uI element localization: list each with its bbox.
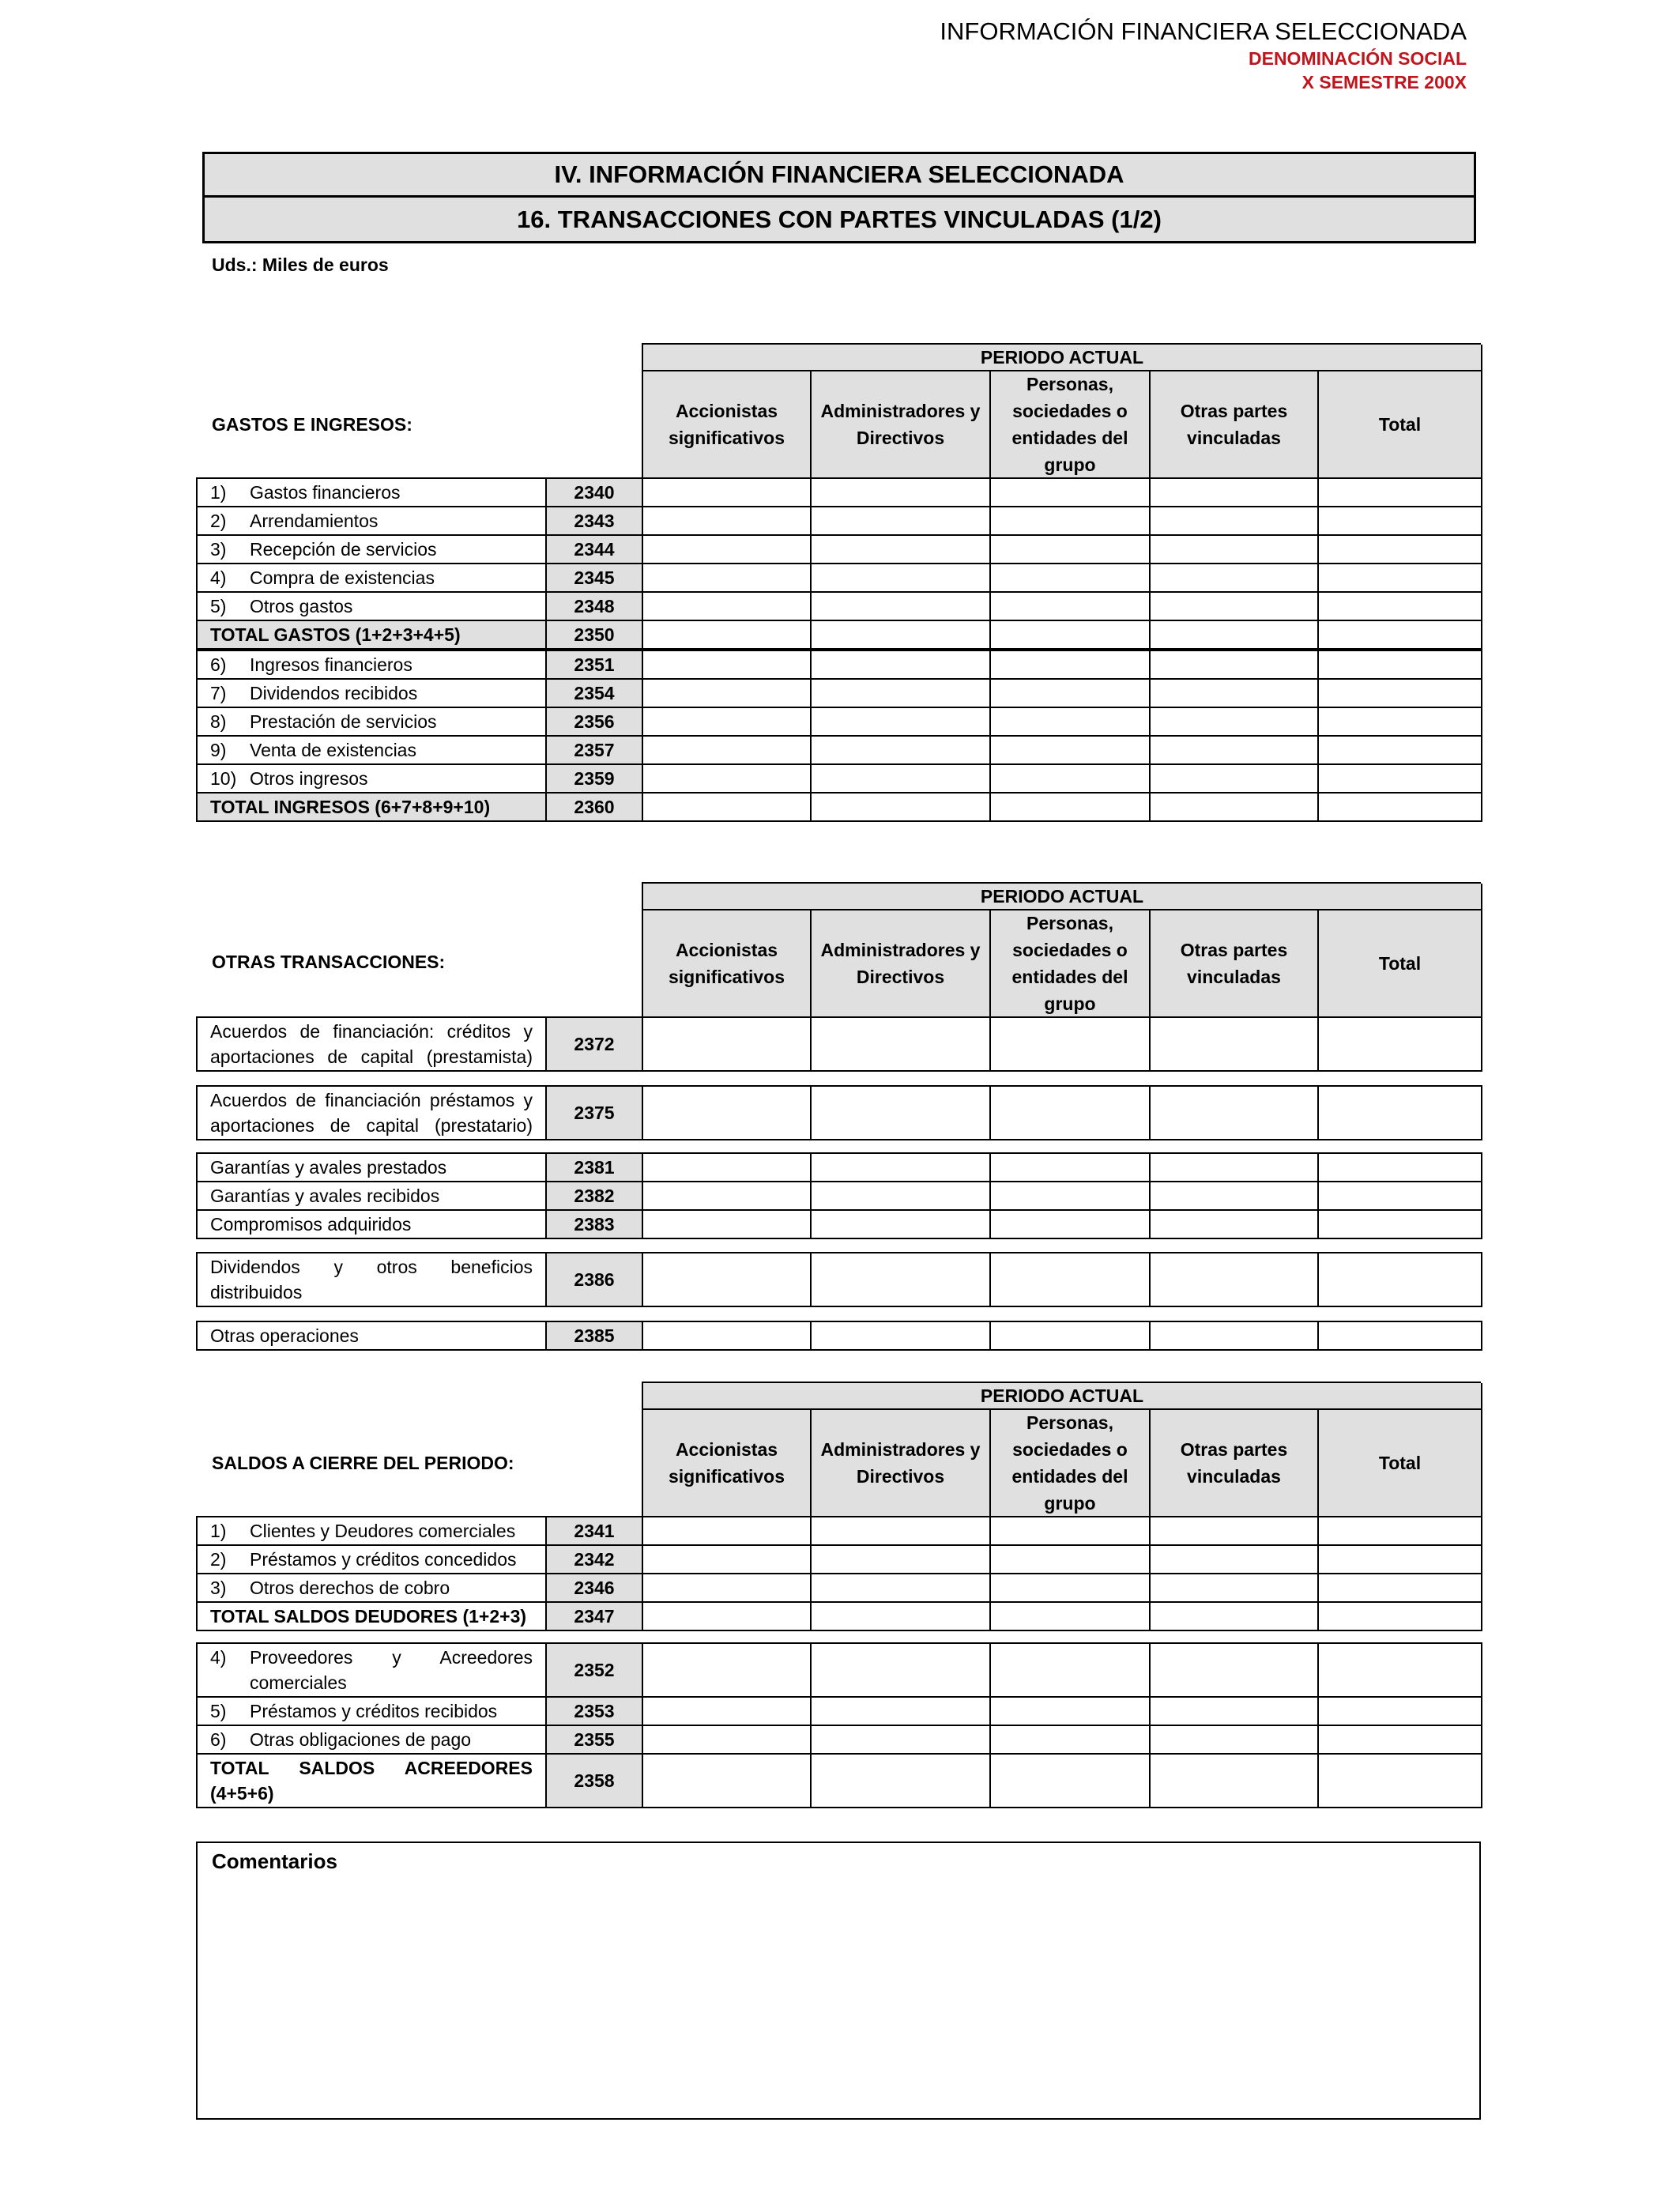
value-cell[interactable] <box>642 620 811 649</box>
value-cell[interactable] <box>642 1754 811 1808</box>
value-cell[interactable] <box>811 679 990 707</box>
value-cell[interactable] <box>990 1643 1150 1697</box>
value-cell[interactable] <box>642 1182 811 1210</box>
column-header-otras <box>642 882 1481 1018</box>
table-gastos <box>196 477 1482 650</box>
value-cell[interactable] <box>1150 592 1318 620</box>
value-cell[interactable] <box>642 707 811 736</box>
value-cell[interactable] <box>1318 1602 1482 1630</box>
value-cell[interactable] <box>811 535 990 564</box>
row-label: Compromisos adquiridos <box>197 1210 546 1238</box>
period-header: PERIODO ACTUAL <box>643 884 1482 910</box>
table-row <box>197 1725 1482 1754</box>
row-number: 3) <box>210 539 227 560</box>
row-label <box>197 650 546 679</box>
value-cell[interactable] <box>811 1725 990 1754</box>
table-ingresos <box>196 650 1482 822</box>
table-row <box>197 1210 1482 1238</box>
value-cell[interactable] <box>642 1697 811 1725</box>
table-saldos-deudores <box>196 1516 1482 1631</box>
value-cell[interactable] <box>642 592 811 620</box>
col-header-grupo: Personas, sociedades o entidades del grupo <box>991 1410 1151 1517</box>
comments-label: Comentarios <box>212 1849 337 1873</box>
row-number: 4) <box>210 1647 227 1668</box>
row-code: 2358 <box>546 1754 642 1808</box>
value-cell[interactable] <box>642 679 811 707</box>
row-label: Dividendos y otros beneficios distribuidos <box>197 1253 546 1306</box>
row-label-text: Otras obligaciones de pago <box>250 1729 472 1750</box>
value-cell[interactable] <box>642 1321 811 1350</box>
col-header-total: Total <box>1319 1410 1482 1517</box>
table-row <box>197 1574 1482 1602</box>
section-saldos: SALDOS A CIERRE DEL PERIODO: <box>212 1453 514 1473</box>
value-cell[interactable] <box>811 1697 990 1725</box>
table-row <box>197 1017 1482 1071</box>
table-row <box>197 1545 1482 1574</box>
row-label-text: Gastos financieros <box>250 482 401 503</box>
value-cell[interactable] <box>1318 1253 1482 1306</box>
value-cell[interactable] <box>1318 793 1482 821</box>
value-cell[interactable] <box>642 1253 811 1306</box>
value-cell[interactable] <box>1150 507 1318 535</box>
value-cell[interactable] <box>990 707 1150 736</box>
row-number: 3) <box>210 1578 227 1598</box>
table-otras-1 <box>196 1016 1482 1072</box>
row-label <box>197 592 546 620</box>
value-cell[interactable] <box>1318 1182 1482 1210</box>
row-label-text: Otros ingresos <box>250 768 368 789</box>
value-cell[interactable] <box>811 1602 990 1630</box>
row-code: 2385 <box>546 1321 642 1350</box>
value-cell[interactable] <box>1318 1643 1482 1697</box>
value-cell[interactable] <box>1318 620 1482 649</box>
value-cell[interactable] <box>1150 650 1318 679</box>
row-code: 2382 <box>546 1182 642 1210</box>
value-cell[interactable] <box>642 1017 811 1071</box>
row-number: 6) <box>210 1729 227 1750</box>
value-cell[interactable] <box>811 1253 990 1306</box>
row-code: 2359 <box>546 764 642 793</box>
value-cell[interactable] <box>990 1545 1150 1574</box>
row-number: 2) <box>210 511 227 531</box>
table-row <box>197 535 1482 564</box>
row-label-text: Otros derechos de cobro <box>250 1578 450 1598</box>
row-label-text: Clientes y Deudores comerciales <box>250 1521 516 1541</box>
section-title: IV. INFORMACIÓN FINANCIERA SELECCIONADA <box>202 152 1476 198</box>
value-cell[interactable] <box>1318 650 1482 679</box>
value-cell[interactable] <box>811 736 990 764</box>
value-cell[interactable] <box>1318 1574 1482 1602</box>
value-cell[interactable] <box>990 620 1150 649</box>
value-cell[interactable] <box>1318 1321 1482 1350</box>
row-label <box>197 1517 546 1545</box>
subsection-title: 16. TRANSACCIONES CON PARTES VINCULADAS (1/2) <box>202 198 1476 243</box>
col-header-grupo: Personas, sociedades o entidades del grupo <box>991 910 1151 1018</box>
value-cell[interactable] <box>811 1643 990 1697</box>
col-header-otras: Otras partes vinculadas <box>1151 910 1319 1018</box>
row-code: 2347 <box>546 1602 642 1630</box>
value-cell[interactable] <box>642 1545 811 1574</box>
value-cell[interactable] <box>1150 564 1318 592</box>
row-label <box>197 564 546 592</box>
row-code: 2360 <box>546 793 642 821</box>
value-cell[interactable] <box>811 707 990 736</box>
column-header-saldos <box>642 1382 1481 1517</box>
col-header-otras: Otras partes vinculadas <box>1151 1410 1319 1517</box>
row-label: TOTAL INGRESOS (6+7+8+9+10) <box>197 793 546 821</box>
row-label <box>197 764 546 793</box>
value-cell[interactable] <box>811 1517 990 1545</box>
row-label <box>197 1643 546 1697</box>
value-cell[interactable] <box>990 1574 1150 1602</box>
row-label-text: Prestación de servicios <box>250 711 437 732</box>
row-number: 10) <box>210 768 237 789</box>
value-cell[interactable] <box>811 507 990 535</box>
row-label <box>197 1545 546 1574</box>
value-cell[interactable] <box>811 1321 990 1350</box>
value-cell[interactable] <box>1318 1697 1482 1725</box>
section-otras-transacciones: OTRAS TRANSACCIONES: <box>212 952 446 972</box>
value-cell[interactable] <box>1150 764 1318 793</box>
value-cell[interactable] <box>1318 1725 1482 1754</box>
value-cell[interactable] <box>990 507 1150 535</box>
row-code: 2344 <box>546 535 642 564</box>
table-row <box>197 1321 1482 1350</box>
value-cell[interactable] <box>990 592 1150 620</box>
table-row <box>197 1697 1482 1725</box>
row-label <box>197 1697 546 1725</box>
value-cell[interactable] <box>1318 592 1482 620</box>
value-cell[interactable] <box>1150 1321 1318 1350</box>
value-cell[interactable] <box>642 736 811 764</box>
value-cell[interactable] <box>1150 1517 1318 1545</box>
row-number: 6) <box>210 654 227 675</box>
row-label <box>197 478 546 507</box>
row-code: 2351 <box>546 650 642 679</box>
value-cell[interactable] <box>1318 1153 1482 1182</box>
row-label: Otras operaciones <box>197 1321 546 1350</box>
row-code: 2386 <box>546 1253 642 1306</box>
value-cell[interactable] <box>642 1517 811 1545</box>
value-cell[interactable] <box>811 793 990 821</box>
row-number: 7) <box>210 683 227 703</box>
value-cell[interactable] <box>990 1017 1150 1071</box>
row-number: 9) <box>210 740 227 760</box>
row-code: 2353 <box>546 1697 642 1725</box>
row-label-text: Dividendos recibidos <box>250 683 418 703</box>
row-label-text: Ingresos financieros <box>250 654 412 675</box>
value-cell[interactable] <box>990 478 1150 507</box>
value-cell[interactable] <box>642 1602 811 1630</box>
value-cell[interactable] <box>642 764 811 793</box>
value-cell[interactable] <box>1318 1017 1482 1071</box>
value-cell[interactable] <box>1150 1643 1318 1697</box>
value-cell[interactable] <box>1150 1153 1318 1182</box>
value-cell[interactable] <box>990 564 1150 592</box>
value-cell[interactable] <box>990 736 1150 764</box>
row-label-text: Recepción de servicios <box>250 539 437 560</box>
row-code: 2350 <box>546 620 642 649</box>
table-row <box>197 478 1482 507</box>
row-label <box>197 507 546 535</box>
row-code: 2345 <box>546 564 642 592</box>
row-code: 2375 <box>546 1086 642 1140</box>
table-row <box>197 564 1482 592</box>
value-cell[interactable] <box>1150 620 1318 649</box>
value-cell[interactable] <box>811 764 990 793</box>
value-cell[interactable] <box>1150 1545 1318 1574</box>
value-cell[interactable] <box>1318 535 1482 564</box>
value-cell[interactable] <box>642 650 811 679</box>
row-label: Acuerdos de financiación: créditos y aportaciones de capital (prestamista) <box>197 1017 546 1071</box>
total-row <box>197 1754 1482 1808</box>
row-code: 2383 <box>546 1210 642 1238</box>
row-number: 5) <box>210 596 227 616</box>
table-otras-4 <box>196 1252 1482 1307</box>
table-row <box>197 650 1482 679</box>
row-number: 5) <box>210 1701 227 1721</box>
value-cell[interactable] <box>1150 707 1318 736</box>
table-row <box>197 507 1482 535</box>
row-label <box>197 707 546 736</box>
row-number: 8) <box>210 711 227 732</box>
column-header-gastos <box>642 343 1481 479</box>
table-row <box>197 1643 1482 1697</box>
value-cell[interactable] <box>642 507 811 535</box>
value-cell[interactable] <box>1318 507 1482 535</box>
row-code: 2381 <box>546 1153 642 1182</box>
table-otras-3 <box>196 1152 1482 1239</box>
row-code: 2340 <box>546 478 642 507</box>
value-cell[interactable] <box>1150 535 1318 564</box>
value-cell[interactable] <box>642 1153 811 1182</box>
header-period: X SEMESTRE 200X <box>1301 72 1467 92</box>
value-cell[interactable] <box>1318 736 1482 764</box>
value-cell[interactable] <box>1150 1253 1318 1306</box>
total-row <box>197 1602 1482 1630</box>
value-cell[interactable] <box>642 1643 811 1697</box>
value-cell[interactable] <box>642 1725 811 1754</box>
value-cell[interactable] <box>990 1086 1150 1140</box>
value-cell[interactable] <box>642 1086 811 1140</box>
total-row <box>197 620 1482 649</box>
value-cell[interactable] <box>990 650 1150 679</box>
row-code: 2348 <box>546 592 642 620</box>
header-title: INFORMACIÓN FINANCIERA SELECCIONADA <box>940 17 1467 45</box>
row-code: 2352 <box>546 1643 642 1697</box>
value-cell[interactable] <box>642 793 811 821</box>
col-header-administradores: Administradores y Directivos <box>812 1410 991 1517</box>
table-row <box>197 1086 1482 1140</box>
value-cell[interactable] <box>642 1574 811 1602</box>
col-header-administradores: Administradores y Directivos <box>812 371 991 479</box>
value-cell[interactable] <box>642 478 811 507</box>
row-number: 2) <box>210 1549 227 1570</box>
table-otras-2 <box>196 1085 1482 1140</box>
value-cell[interactable] <box>1150 736 1318 764</box>
value-cell[interactable] <box>990 1210 1150 1238</box>
value-cell[interactable] <box>990 793 1150 821</box>
value-cell[interactable] <box>811 1210 990 1238</box>
value-cell[interactable] <box>811 1086 990 1140</box>
value-cell[interactable] <box>990 1602 1150 1630</box>
row-label <box>197 679 546 707</box>
row-label-text: Préstamos y créditos concedidos <box>250 1549 517 1570</box>
table-row <box>197 707 1482 736</box>
value-cell[interactable] <box>811 564 990 592</box>
col-header-total: Total <box>1319 910 1482 1018</box>
value-cell[interactable] <box>990 1253 1150 1306</box>
col-header-accionistas: Accionistas significativos <box>643 371 812 479</box>
row-label-text: Arrendamientos <box>250 511 379 531</box>
value-cell[interactable] <box>990 679 1150 707</box>
col-header-administradores: Administradores y Directivos <box>812 910 991 1018</box>
value-cell[interactable] <box>1150 679 1318 707</box>
row-label: Garantías y avales prestados <box>197 1153 546 1182</box>
table-row <box>197 592 1482 620</box>
row-label: TOTAL SALDOS DEUDORES (1+2+3) <box>197 1602 546 1630</box>
row-label-text: Otros gastos <box>250 596 353 616</box>
value-cell[interactable] <box>1150 1574 1318 1602</box>
table-row <box>197 1153 1482 1182</box>
value-cell[interactable] <box>990 1153 1150 1182</box>
value-cell[interactable] <box>990 1725 1150 1754</box>
row-number: 1) <box>210 1521 227 1541</box>
value-cell[interactable] <box>990 1517 1150 1545</box>
row-label: Acuerdos de financiación préstamos y aportaciones de capital (prestatario) <box>197 1086 546 1140</box>
value-cell[interactable] <box>1318 764 1482 793</box>
row-label: Garantías y avales recibidos <box>197 1182 546 1210</box>
row-number: 1) <box>210 482 227 503</box>
value-cell[interactable] <box>1150 1754 1318 1808</box>
row-label-text: Compra de existencias <box>250 567 435 588</box>
row-label-text: Proveedores y Acreedores comerciales <box>250 1647 533 1693</box>
value-cell[interactable] <box>642 535 811 564</box>
row-code: 2341 <box>546 1517 642 1545</box>
row-label: TOTAL SALDOS ACREEDORES (4+5+6) <box>197 1754 546 1808</box>
total-row <box>197 793 1482 821</box>
row-code: 2354 <box>546 679 642 707</box>
row-label <box>197 1574 546 1602</box>
row-code: 2346 <box>546 1574 642 1602</box>
value-cell[interactable] <box>811 1182 990 1210</box>
value-cell[interactable] <box>1150 1725 1318 1754</box>
row-code: 2355 <box>546 1725 642 1754</box>
value-cell[interactable] <box>1150 1182 1318 1210</box>
value-cell[interactable] <box>1318 478 1482 507</box>
table-row <box>197 1253 1482 1306</box>
value-cell[interactable] <box>1318 1754 1482 1808</box>
col-header-accionistas: Accionistas significativos <box>643 910 812 1018</box>
row-code: 2357 <box>546 736 642 764</box>
value-cell[interactable] <box>642 564 811 592</box>
value-cell[interactable] <box>1150 1210 1318 1238</box>
table-row <box>197 736 1482 764</box>
row-code: 2372 <box>546 1017 642 1071</box>
value-cell[interactable] <box>990 1754 1150 1808</box>
value-cell[interactable] <box>811 592 990 620</box>
row-label <box>197 736 546 764</box>
row-label <box>197 1725 546 1754</box>
table-otras-5 <box>196 1321 1482 1351</box>
section-gastos-ingresos: GASTOS E INGRESOS: <box>212 414 412 435</box>
period-header: PERIODO ACTUAL <box>643 1383 1482 1410</box>
value-cell[interactable] <box>990 1321 1150 1350</box>
value-cell[interactable] <box>990 535 1150 564</box>
row-label <box>197 535 546 564</box>
value-cell[interactable] <box>990 764 1150 793</box>
col-header-grupo: Personas, sociedades o entidades del grupo <box>991 371 1151 479</box>
row-label-text: Préstamos y créditos recibidos <box>250 1701 498 1721</box>
header-company: DENOMINACIÓN SOCIAL <box>1249 48 1467 69</box>
table-row <box>197 764 1482 793</box>
table-row <box>197 1517 1482 1545</box>
value-cell[interactable] <box>1150 1602 1318 1630</box>
period-header: PERIODO ACTUAL <box>643 345 1482 371</box>
units-label: Uds.: Miles de euros <box>212 254 389 275</box>
col-header-otras: Otras partes vinculadas <box>1151 371 1319 479</box>
value-cell[interactable] <box>1318 1086 1482 1140</box>
row-code: 2356 <box>546 707 642 736</box>
value-cell[interactable] <box>1318 1517 1482 1545</box>
value-cell[interactable] <box>811 1017 990 1071</box>
row-label: TOTAL GASTOS (1+2+3+4+5) <box>197 620 546 649</box>
value-cell[interactable] <box>1318 564 1482 592</box>
table-row <box>197 1182 1482 1210</box>
value-cell[interactable] <box>1318 1545 1482 1574</box>
value-cell[interactable] <box>811 1153 990 1182</box>
value-cell[interactable] <box>1318 679 1482 707</box>
value-cell[interactable] <box>990 1182 1150 1210</box>
value-cell[interactable] <box>1318 1210 1482 1238</box>
row-number: 4) <box>210 567 227 588</box>
value-cell[interactable] <box>811 1574 990 1602</box>
value-cell[interactable] <box>990 1697 1150 1725</box>
value-cell[interactable] <box>811 478 990 507</box>
row-label-text: Venta de existencias <box>250 740 416 760</box>
value-cell[interactable] <box>1318 707 1482 736</box>
value-cell[interactable] <box>811 650 990 679</box>
col-header-accionistas: Accionistas significativos <box>643 1410 812 1517</box>
value-cell[interactable] <box>811 1754 990 1808</box>
table-saldos-acreedores <box>196 1642 1482 1808</box>
value-cell[interactable] <box>642 1210 811 1238</box>
value-cell[interactable] <box>1150 1017 1318 1071</box>
value-cell[interactable] <box>1150 793 1318 821</box>
table-row <box>197 679 1482 707</box>
col-header-total: Total <box>1319 371 1482 479</box>
comments-box[interactable] <box>196 1842 1481 2120</box>
value-cell[interactable] <box>1150 478 1318 507</box>
value-cell[interactable] <box>811 620 990 649</box>
row-code: 2343 <box>546 507 642 535</box>
value-cell[interactable] <box>1150 1086 1318 1140</box>
row-code: 2342 <box>546 1545 642 1574</box>
value-cell[interactable] <box>811 1545 990 1574</box>
value-cell[interactable] <box>1150 1697 1318 1725</box>
